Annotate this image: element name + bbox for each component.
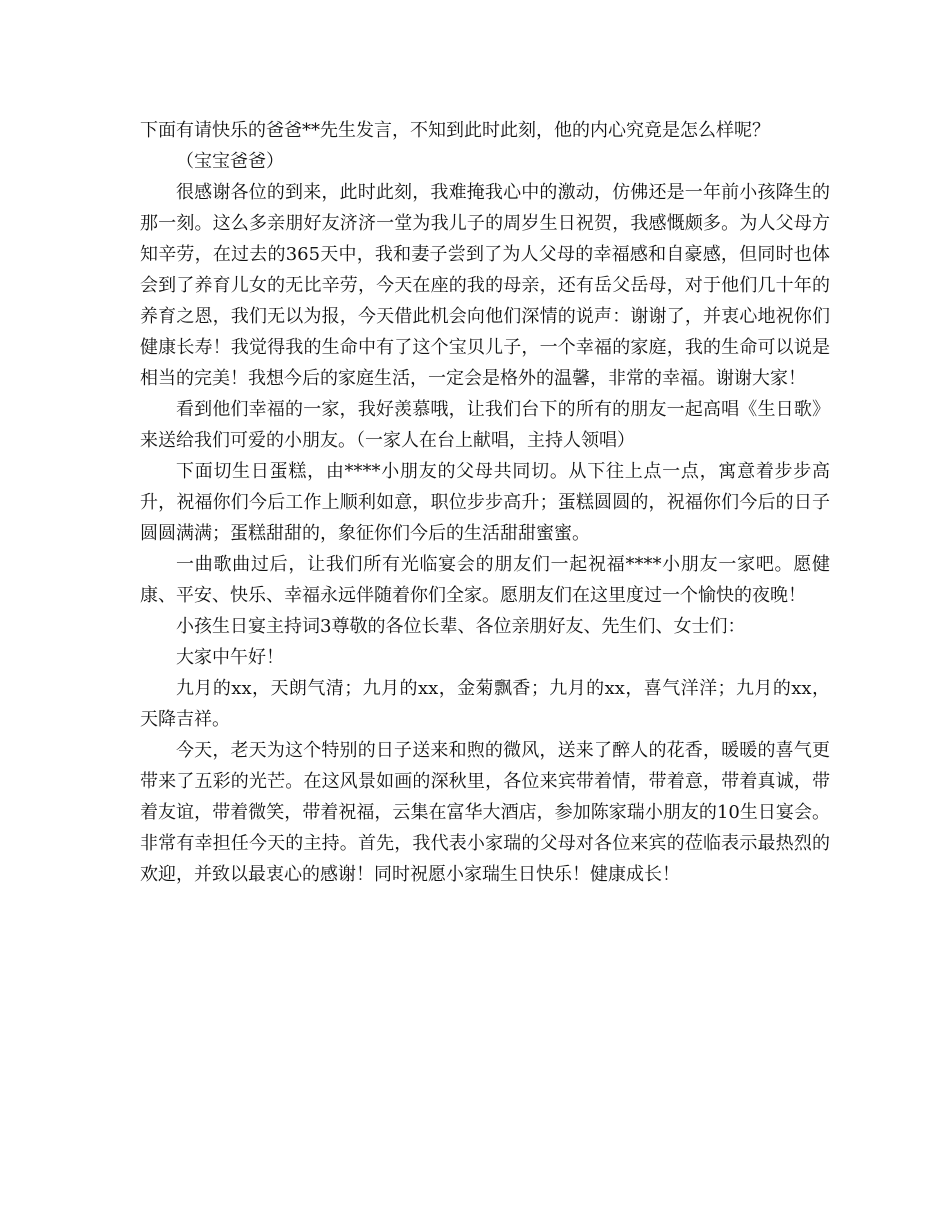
paragraph-blessing: 一曲歌曲过后，让我们所有光临宴会的朋友们一起祝福****小朋友一家吧。愿健康、平安、快乐、幸福永远伴随着你们全家。愿朋友们在这里度过一个愉快的夜晚！ — [140, 554, 830, 606]
paragraph-september: 九月的xx，天朗气清；九月的xx，金菊飘香；九月的xx，喜气洋洋；九月的xx，天降吉祥。 — [140, 678, 830, 730]
document-body — [140, 115, 830, 890]
paragraph-father-speech: 很感谢各位的到来，此时此刻，我难掩我心中的激动，仿佛还是一年前小孩降生的那一刻。这么多亲朋好友济济一堂为我儿子的周岁生日祝贺，我感慨颇多。为人父母方知辛劳，在过去的365天中，我和妻子尝到了为人父母的幸福感和自豪感，但同时也体会到了养育儿女的无比辛劳，今天在座的我的母亲，还有岳父岳母，对于他们几十年的养育之恩，我们无以为报，今天借此机会向他们深情的说声：谢谢了，并衷心地祝你们健康长寿！我觉得我的生命中有了这个宝贝儿子，一个幸福的家庭，我的生命可以说是相当的完美！我想今后的家庭生活，一定会是格外的温馨，非常的幸福。谢谢大家！ — [140, 182, 830, 389]
paragraph-section-3-greeting: 小孩生日宴主持词3尊敬的各位长辈、各位亲朋好友、先生们、女士们： — [176, 616, 746, 637]
speaker-label: （宝宝爸爸） — [176, 151, 284, 172]
paragraph-cut-cake: 下面切生日蛋糕，由****小朋友的父母共同切。从下往上点一点，寓意着步步高升，祝福你们今后工作上顺利如意，职位步步高升；蛋糕圆圆的，祝福你们今后的日子圆圆满满；蛋糕甜甜的，象征你们今后的生活甜甜蜜蜜。 — [140, 461, 830, 544]
paragraph-birthday-song: 看到他们幸福的一家，我好羡慕哦，让我们台下的所有的朋友一起高唱《生日歌》来送给我们可爱的小朋友。（一家人在台上献唱，主持人领唱） — [140, 399, 830, 451]
paragraph-opening: 今天，老天为这个特别的日子送来和煦的微风，送来了醉人的花香，暖暖的喜气更带来了五彩的光芒。在这风景如画的深秋里，各位来宾带着情，带着意，带着真诚，带着友谊，带着微笑，带着祝福，云集在富华大酒店，参加陈家瑞小朋友的10生日宴会。非常有幸担任今天的主持。首先，我代表小家瑞的父母对各位来宾的莅临表示最热烈的欢迎，并致以最衷心的感谢！同时祝愿小家瑞生日快乐！健康成长！ — [140, 740, 830, 885]
paragraph-invite-father: 下面有请快乐的爸爸**先生发言，不知到此时此刻，他的内心究竟是怎么样呢？ — [140, 120, 770, 141]
paragraph-good-afternoon: 大家中午好！ — [176, 647, 284, 668]
